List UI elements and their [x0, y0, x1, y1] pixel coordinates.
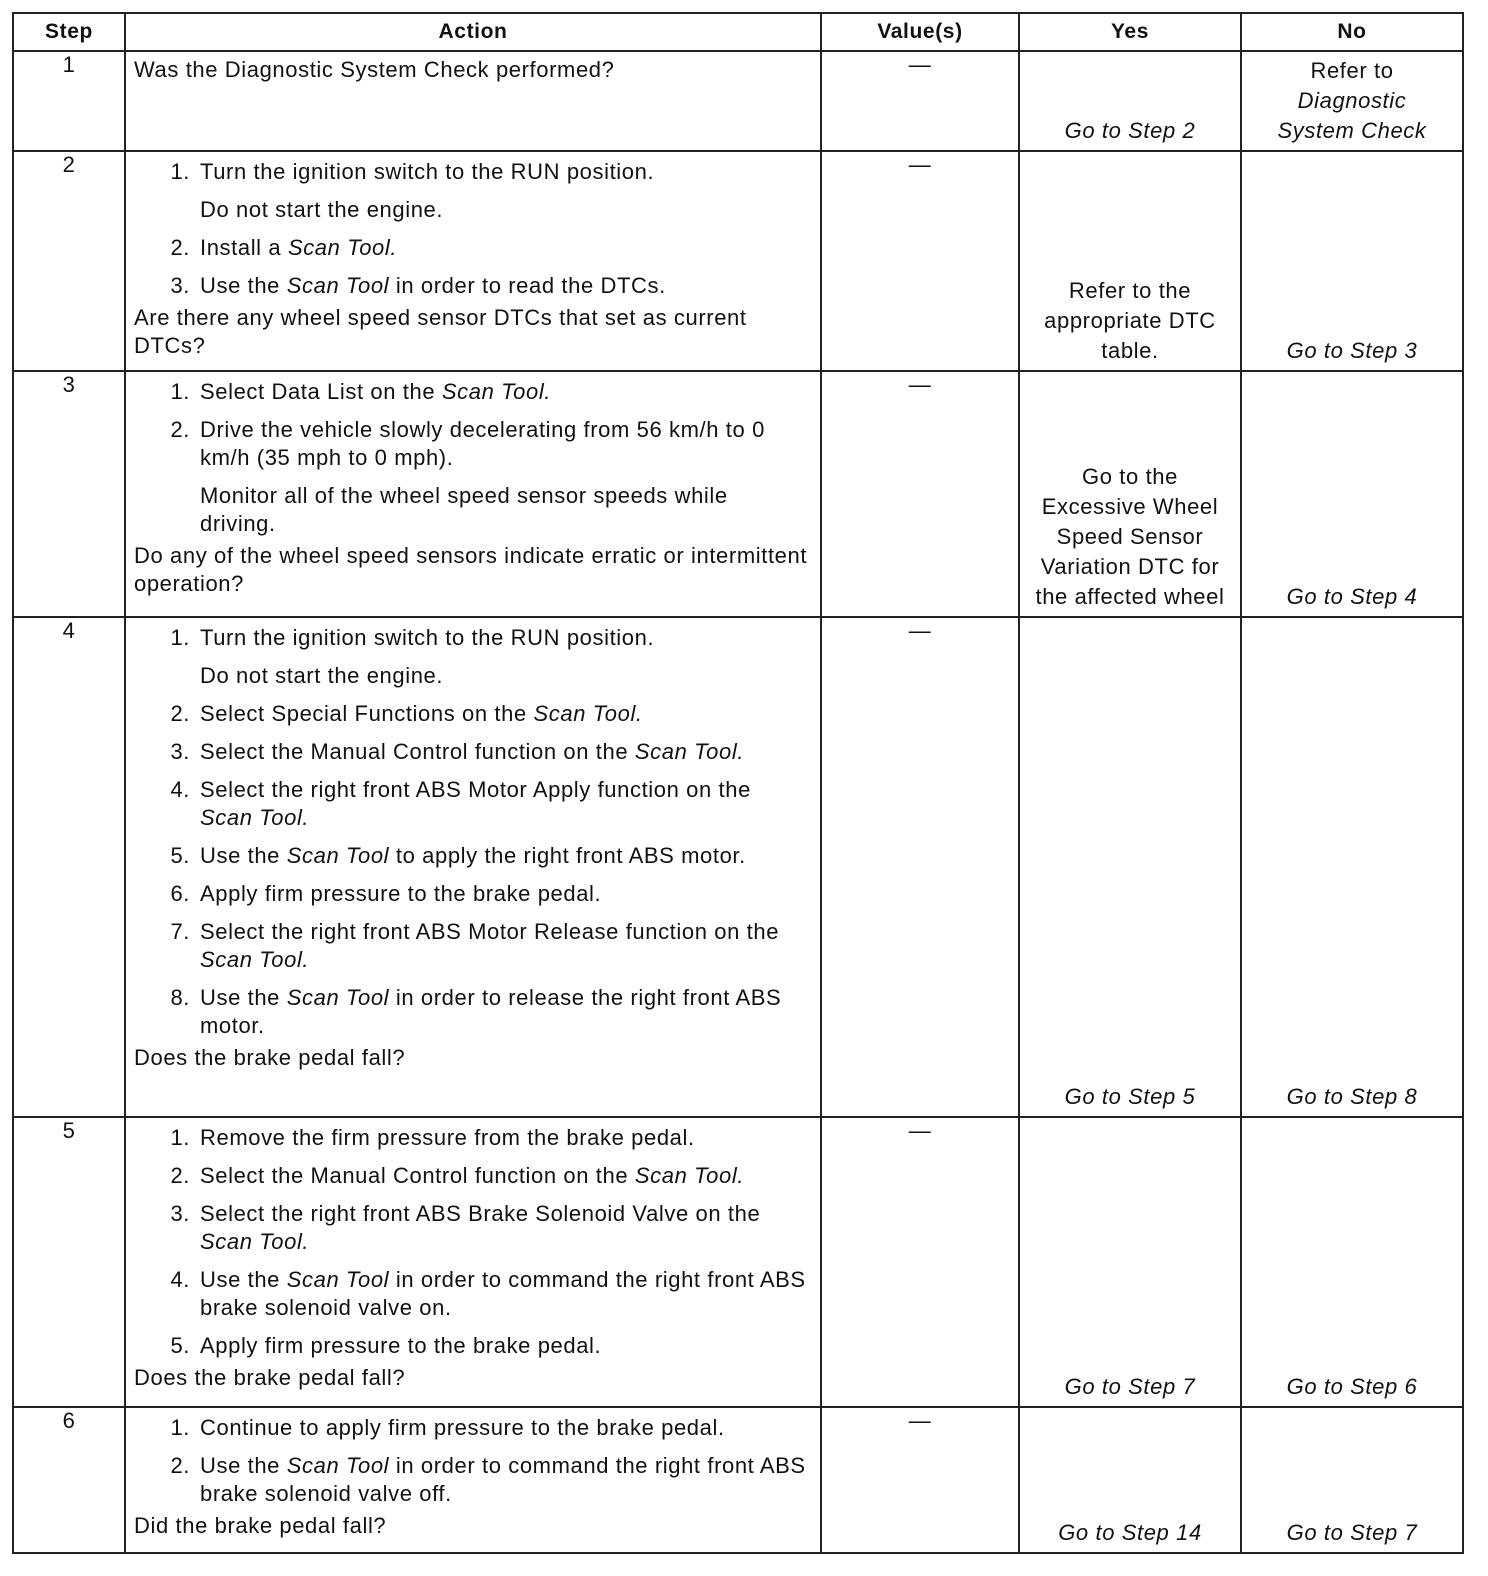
yes-result: Go to Step 14 — [1058, 1520, 1202, 1545]
list-item: 7. Select the right front ABS Motor Release function on the Scan Tool. — [170, 919, 780, 972]
no-cell — [1241, 1407, 1463, 1553]
step-number: 6 — [13, 1407, 125, 1553]
list-item: Monitor all of the wheel speed sensor speeds while driving. — [200, 483, 728, 536]
no-result-line: Refer to — [1310, 58, 1394, 83]
list-item: 2. Select Special Functions on the Scan Tool. — [170, 701, 643, 726]
header-step: Step — [13, 13, 125, 51]
yes-cell — [1019, 1407, 1241, 1553]
no-result: Go to Step 8 — [1286, 1084, 1418, 1109]
no-result-line: Diagnostic — [1297, 88, 1407, 113]
header-row — [13, 13, 1463, 51]
list-item: 5. Apply firm pressure to the brake pedal. — [170, 1333, 602, 1358]
value-cell: — — [821, 151, 1019, 371]
no-cell — [1241, 51, 1463, 151]
step-number: 1 — [13, 51, 125, 151]
action-cell — [125, 371, 821, 617]
action-question: Did the brake pedal fall? — [134, 1513, 387, 1538]
table-row — [13, 617, 1463, 1117]
value-cell: — — [821, 1407, 1019, 1553]
diagnostic-table — [12, 12, 1464, 1554]
list-item: 4. Use the Scan Tool in order to command the right front ABS brake solenoid valve on. — [170, 1267, 806, 1320]
step-number: 5 — [13, 1117, 125, 1407]
action-cell — [125, 1117, 821, 1407]
list-item: 2. Select the Manual Control function on the Scan Tool. — [170, 1163, 745, 1188]
yes-result-line: Speed Sensor — [1056, 524, 1204, 549]
step-number: 4 — [13, 617, 125, 1117]
table-row — [13, 371, 1463, 617]
header-no: No — [1241, 13, 1463, 51]
yes-result — [1020, 276, 1240, 366]
list-item: 2. Use the Scan Tool in order to command the right front ABS brake solenoid valve off. — [170, 1453, 806, 1506]
no-result: Go to Step 3 — [1286, 338, 1418, 363]
action-steps — [134, 1414, 810, 1508]
list-item: 1. Select Data List on the Scan Tool. — [170, 379, 552, 404]
list-item: 3. Use the Scan Tool in order to read the DTCs. — [170, 273, 666, 298]
yes-result: Go to Step 7 — [1064, 1374, 1196, 1399]
yes-cell — [1019, 151, 1241, 371]
action-steps — [134, 624, 810, 1040]
list-item: 1. Remove the firm pressure from the brake pedal. — [170, 1125, 695, 1150]
list-item: 8. Use the Scan Tool in order to release the right front ABS motor. — [170, 985, 782, 1038]
action-question: Was the Diagnostic System Check performed? — [134, 57, 615, 82]
table-row — [13, 1407, 1463, 1553]
list-item: 6. Apply firm pressure to the brake pedal. — [170, 881, 602, 906]
action-steps — [134, 378, 810, 538]
no-result: Go to Step 7 — [1286, 1520, 1418, 1545]
action-cell — [125, 617, 821, 1117]
action-steps — [134, 1124, 810, 1360]
action-cell — [125, 1407, 821, 1553]
table-row — [13, 151, 1463, 371]
action-question: Does the brake pedal fall? — [134, 1365, 406, 1390]
table-row — [13, 1117, 1463, 1407]
value-cell: — — [821, 1117, 1019, 1407]
list-item: 3. Select the Manual Control function on the Scan Tool. — [170, 739, 745, 764]
table-row — [13, 51, 1463, 151]
header-value: Value(s) — [821, 13, 1019, 51]
no-cell — [1241, 371, 1463, 617]
list-item: 3. Select the right front ABS Brake Solenoid Valve on the Scan Tool. — [170, 1201, 761, 1254]
list-item: 4. Select the right front ABS Motor Apply function on the Scan Tool. — [170, 777, 751, 830]
yes-cell — [1019, 371, 1241, 617]
list-item: 1. Turn the ignition switch to the RUN position. — [170, 159, 655, 184]
no-cell — [1241, 1117, 1463, 1407]
step-number: 3 — [13, 371, 125, 617]
list-item: 1. Continue to apply firm pressure to the brake pedal. — [170, 1415, 725, 1440]
header-action: Action — [125, 13, 821, 51]
action-question: Are there any wheel speed sensor DTCs that set as current DTCs? — [134, 305, 747, 358]
yes-result-line: Refer to the — [1068, 278, 1192, 303]
yes-result: Go to Step 5 — [1064, 1084, 1196, 1109]
action-question: Does the brake pedal fall? — [134, 1045, 406, 1070]
list-item: Do not start the engine. — [200, 663, 444, 688]
yes-result-line: Variation DTC for — [1040, 554, 1220, 579]
no-result — [1242, 56, 1462, 146]
no-cell — [1241, 617, 1463, 1117]
action-cell — [125, 51, 821, 151]
list-item: Do not start the engine. — [200, 197, 444, 222]
action-cell — [125, 151, 821, 371]
no-result-line: System Check — [1277, 118, 1427, 143]
list-item: 2. Drive the vehicle slowly decelerating from 56 km/h to 0 km/h (35 mph to 0 mph). — [170, 417, 765, 470]
list-item: 2. Install a Scan Tool. — [170, 235, 398, 260]
no-cell — [1241, 151, 1463, 371]
yes-result-line: table. — [1101, 338, 1159, 363]
yes-cell — [1019, 617, 1241, 1117]
no-result: Go to Step 6 — [1286, 1374, 1418, 1399]
action-steps — [134, 158, 810, 300]
yes-result-line: Go to the — [1082, 464, 1178, 489]
yes-cell — [1019, 51, 1241, 151]
value-cell: — — [821, 617, 1019, 1117]
list-item: 1. Turn the ignition switch to the RUN position. — [170, 625, 655, 650]
yes-result — [1020, 462, 1240, 612]
yes-result-line: Excessive Wheel — [1041, 494, 1219, 519]
no-result: Go to Step 4 — [1286, 584, 1418, 609]
list-item: 5. Use the Scan Tool to apply the right front ABS motor. — [170, 843, 746, 868]
action-question: Do any of the wheel speed sensors indicate erratic or intermittent operation? — [134, 543, 808, 596]
value-cell: — — [821, 51, 1019, 151]
yes-result-line: appropriate DTC — [1044, 308, 1216, 333]
yes-cell — [1019, 1117, 1241, 1407]
step-number: 2 — [13, 151, 125, 371]
value-cell: — — [821, 371, 1019, 617]
yes-result: Go to Step 2 — [1064, 118, 1196, 143]
header-yes: Yes — [1019, 13, 1241, 51]
yes-result-line: the affected wheel — [1035, 584, 1225, 609]
